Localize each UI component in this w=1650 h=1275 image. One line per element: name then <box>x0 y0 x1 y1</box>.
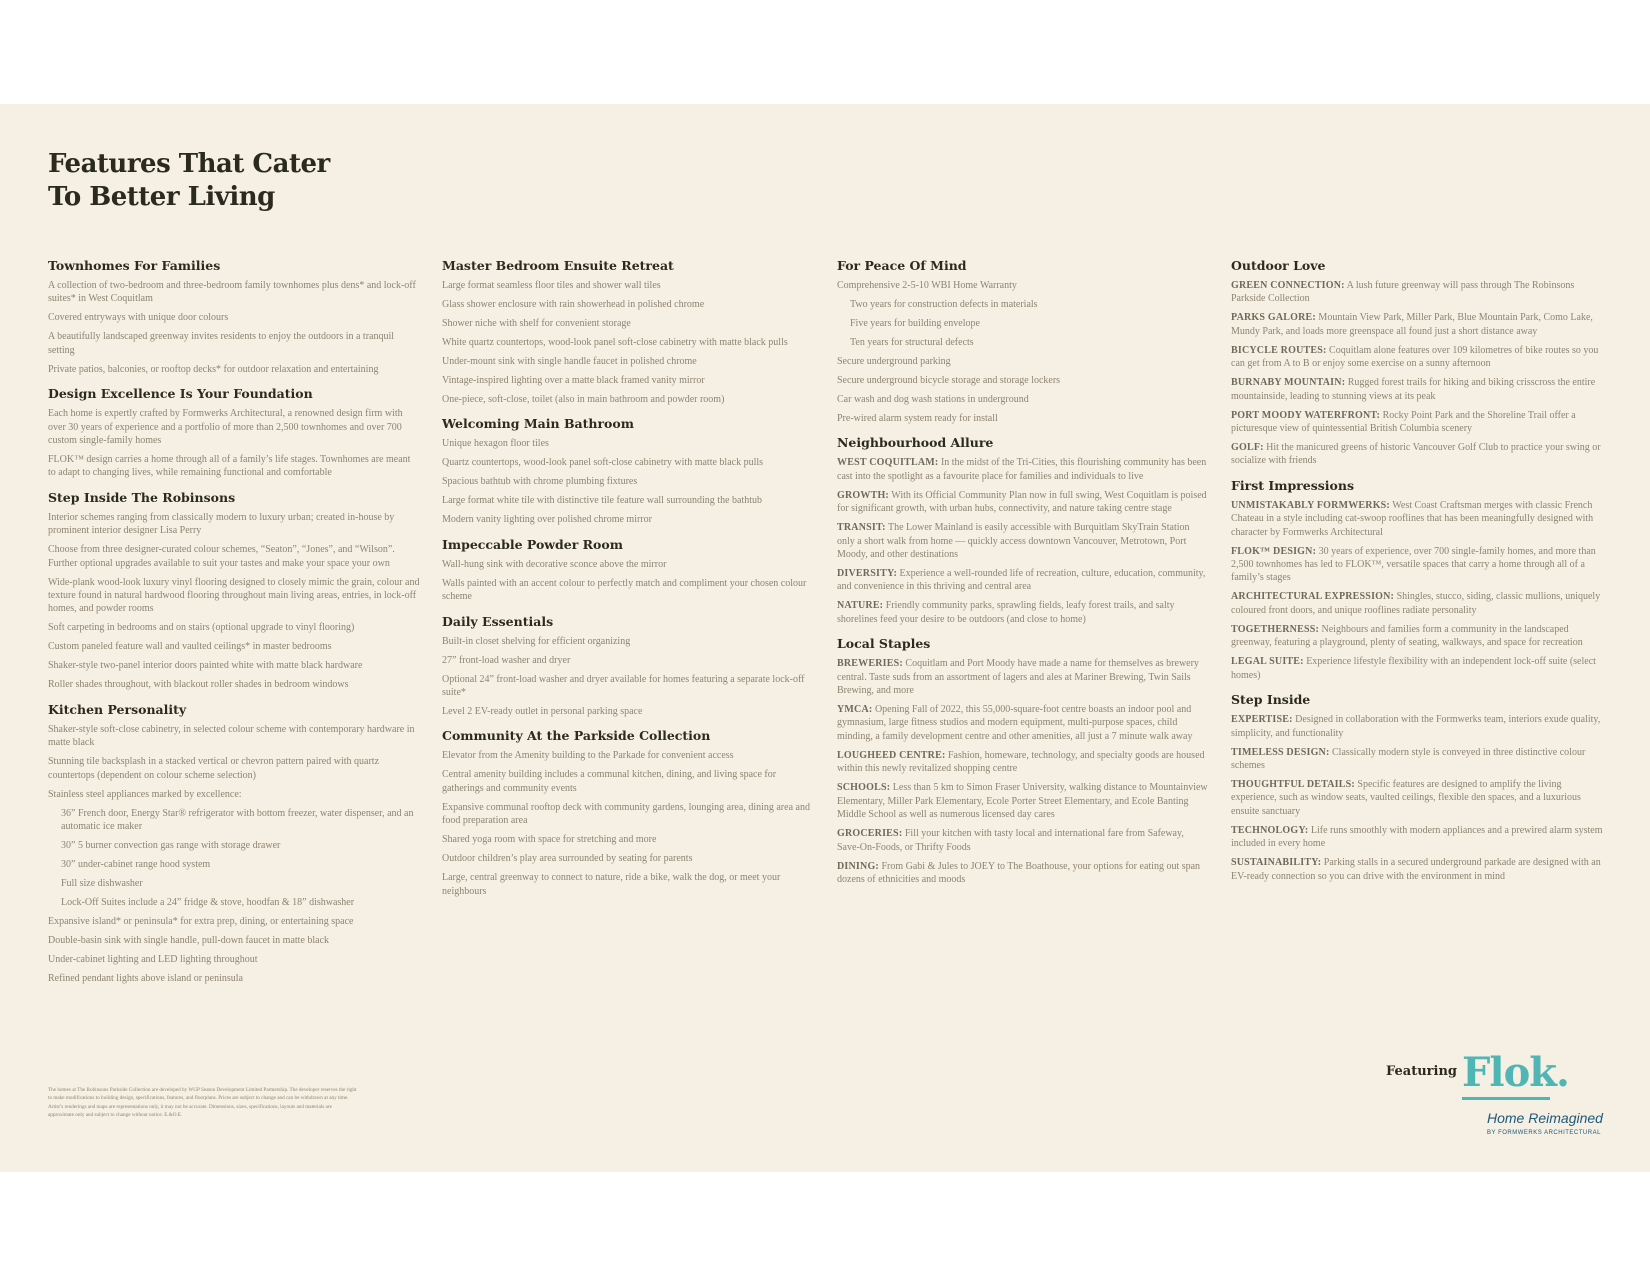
feature-item <box>442 298 814 311</box>
feature-item-text: 30” under-cabinet range hood system <box>61 859 211 871</box>
feature-item-text: Under-cabinet lighting and LED lighting throughout <box>48 954 258 966</box>
section-heading: Neighbourhood Allure <box>837 435 994 451</box>
feature-item <box>837 521 1209 561</box>
feature-item <box>837 703 1209 743</box>
feature-item <box>442 279 814 292</box>
feature-item-text: Shaker-style two-panel interior doors painted white with matte black hardware <box>48 660 363 672</box>
feature-item <box>1231 623 1605 650</box>
feature-item <box>48 363 420 376</box>
feature-item <box>48 640 420 653</box>
feature-section <box>1231 258 1605 468</box>
feature-item <box>48 755 420 782</box>
feature-item-text: Opening Fall of 2022, this 55,000-square-foot centre boasts an indoor pool and gymnasium, large fitness studios and modern equipment, multi-purpose spaces, child minding, a family development centre and other amenities, all just a 7 minute walk away <box>837 704 1193 742</box>
feature-item-text: Interior schemes ranging from classically modern to luxury urban; created in-house by prominent interior designer Lisa Perry <box>48 511 395 537</box>
feature-item-text: 30 years of experience, over 700 single-family homes, and more than 2,500 townhomes has led to FLOK™, versatile spaces that carry a home through all of a family’s stages <box>1231 545 1596 584</box>
feature-item-text: Stunning tile backsplash in a stacked vertical or chevron pattern paired with quartz countertops (dependent on colour scheme selection) <box>48 756 380 781</box>
feature-item-text: Five years for building envelope <box>850 318 980 329</box>
feature-item-text: Soft carpeting in bedrooms and on stairs (optional upgrade to vinyl flooring) <box>48 622 355 634</box>
section-heading: First Impressions <box>1231 477 1355 493</box>
feature-item <box>837 355 1209 368</box>
feature-item-text: Specific features are designed to amplify the living experience, such as window seats, vaulted ceilings, flexible den spaces, and a luxurious ensuite sanctuary <box>1231 778 1581 817</box>
feature-item <box>837 374 1209 387</box>
features-column-1 <box>48 258 420 996</box>
feature-item <box>837 412 1209 425</box>
feature-item-text: Modern vanity lighting over polished chrome mirror <box>442 514 652 526</box>
feature-item <box>442 705 814 718</box>
feature-section <box>48 490 420 692</box>
feature-item-text: Outdoor children’s play area surrounded by seating for parents <box>442 853 693 865</box>
feature-item <box>1231 545 1605 585</box>
feature-item-text: Comprehensive 2-5-10 WBI Home Warranty <box>837 280 1017 291</box>
feature-item <box>48 407 420 447</box>
feature-item-text: Friendly community parks, sprawling fields, leafy forest trails, and salty shorelines feed your desire to be outdoors (and close to home) <box>837 600 1175 625</box>
feature-item <box>48 972 420 985</box>
section-heading: For Peace Of Mind <box>837 258 967 273</box>
feature-item <box>442 317 814 330</box>
feature-item-text: Full size dishwasher <box>61 878 143 890</box>
feature-section <box>442 416 814 526</box>
feature-item-text: Central amenity building includes a communal kitchen, dining, and living space for gatherings and community events <box>442 769 777 794</box>
feature-item-lead: UNMISTAKABLY FORMWERKS: <box>1231 499 1390 511</box>
feature-item-lead: SUSTAINABILITY: <box>1231 857 1322 869</box>
feature-item <box>1231 713 1605 740</box>
feature-item-text: Covered entryways with unique door colours <box>48 312 229 324</box>
section-heading: Master Bedroom Ensuite Retreat <box>442 258 674 273</box>
section-heading: Step Inside <box>1231 692 1311 708</box>
feature-item <box>442 456 814 469</box>
feature-item-text: Large, central greenway to connect to nature, ride a bike, walk the dog, or meet your neighbours <box>442 872 781 897</box>
feature-item <box>1231 409 1605 436</box>
feature-item <box>48 311 420 324</box>
feature-item-text: Quartz countertops, wood-look panel soft-close cabinetry with matte black pulls <box>442 457 764 469</box>
feature-section <box>442 258 814 406</box>
feature-item <box>442 635 814 648</box>
flok-logo <box>1462 1051 1569 1095</box>
feature-item <box>1231 655 1605 682</box>
feature-item-text: Secure underground bicycle storage and storage lockers <box>837 375 1061 386</box>
feature-item-lead: TECHNOLOGY: <box>1231 824 1309 836</box>
feature-item-text: Classically modern style is conveyed in three distinctive colour schemes <box>1231 746 1586 771</box>
feature-item-lead: LOUGHEED CENTRE: <box>837 749 946 761</box>
feature-item-text: Pre-wired alarm system ready for install <box>837 413 998 424</box>
feature-item <box>442 355 814 368</box>
feature-item-text: Life runs smoothly with modern appliances and a prewired alarm system included in every home <box>1231 824 1603 850</box>
feature-item-text: The Lower Mainland is easily accessible with Burquitlam SkyTrain Station only a short walk from home — quickly access downtown Vancouver, Metrotown, Port Moody, and other destinations <box>837 522 1190 561</box>
feature-item <box>48 915 420 928</box>
feature-item-text: Refined pendant lights above island or peninsula <box>48 973 243 985</box>
feature-section <box>1231 692 1605 883</box>
feature-item-text: Secure underground parking <box>837 356 951 367</box>
feature-item-lead: GREEN CONNECTION: <box>1231 280 1345 291</box>
feature-item-lead: WEST COQUITLAM: <box>837 457 939 469</box>
flok-logo-wordmark: Flok <box>1462 1049 1556 1096</box>
feature-item <box>48 896 420 909</box>
feature-item-text: White quartz countertops, wood-look panel soft-close cabinetry with matte black pulls <box>442 337 788 348</box>
feature-item-text: Built-in closet shelving for efficient organizing <box>442 635 631 647</box>
feature-item <box>1231 441 1605 468</box>
feature-item <box>442 871 814 898</box>
feature-item <box>1231 376 1605 403</box>
feature-item <box>48 511 420 538</box>
section-heading: Daily Essentials <box>442 613 554 629</box>
feature-item-text: Expansive island* or peninsula* for extra prep, dining, or entertaining space <box>48 916 354 928</box>
feature-item-lead: BURNABY MOUNTAIN: <box>1231 377 1346 389</box>
feature-item-text: Experience lifestyle flexibility with an independent lock-off suite (select homes) <box>1231 656 1596 681</box>
feature-item <box>48 858 420 871</box>
feature-item-text: Fashion, homeware, technology, and specialty goods are housed within this newly revitalized shopping centre <box>837 749 1205 775</box>
feature-item <box>442 393 814 406</box>
feature-item-lead: EXPERTISE: <box>1231 714 1293 726</box>
feature-item-text: Unique hexagon floor tiles <box>442 438 549 450</box>
feature-item <box>48 877 420 890</box>
feature-section <box>442 728 814 898</box>
flok-logo-dot: . <box>1556 1049 1569 1096</box>
features-column-4 <box>1231 258 1605 893</box>
feature-item-text: Level 2 EV-ready outlet in personal parking space <box>442 706 643 718</box>
feature-item <box>837 860 1209 887</box>
feature-item <box>837 657 1209 697</box>
feature-item-text: Experience a well-rounded life of recreation, culture, education, community, and convenience in this thriving and central area <box>837 568 1206 593</box>
feature-section <box>837 636 1209 886</box>
feature-item-text: One-piece, soft-close, toilet (also in main bathroom and powder room) <box>442 394 725 405</box>
section-heading: Townhomes For Families <box>48 258 221 273</box>
feature-item-text: Two years for construction defects in materials <box>850 299 1038 310</box>
feature-item <box>442 577 814 604</box>
feature-item <box>442 336 814 349</box>
feature-item-text: Shared yoga room with space for stretching and more <box>442 834 657 846</box>
feature-item <box>442 513 814 526</box>
feature-item-text: Wide-plank wood-look luxury vinyl flooring designed to closely mimic the grain, colour and texture found in natural hardwood flooring throughout main living areas, entries, in lock-off homes, and powder rooms <box>48 576 420 615</box>
features-column-3 <box>837 258 1209 896</box>
section-heading: Impeccable Powder Room <box>442 536 623 552</box>
feature-item <box>837 599 1209 626</box>
features-column-2 <box>442 258 814 908</box>
feature-item <box>48 807 420 834</box>
feature-item <box>1231 499 1605 539</box>
feature-item <box>48 953 420 966</box>
feature-item-text: Car wash and dog wash stations in underground <box>837 394 1029 405</box>
feature-item <box>48 330 420 357</box>
feature-item-text: Lock-Off Suites include a 24” fridge & stove, hoodfan & 18” dishwasher <box>61 897 355 909</box>
feature-item <box>837 456 1209 483</box>
feature-item-text: Walls painted with an accent colour to perfectly match and compliment your chosen colour scheme <box>442 577 807 603</box>
feature-section <box>837 258 1209 425</box>
section-heading: Outdoor Love <box>1231 258 1326 273</box>
feature-item <box>837 317 1209 330</box>
feature-item-text: Coquitlam and Port Moody have made a name for themselves as brewery central. Taste suds from an assortment of lagers and ales at Mariner Brewing, Twin Sails Brewing, and more <box>837 658 1199 697</box>
feature-item <box>48 659 420 672</box>
feature-item <box>837 393 1209 406</box>
feature-item-lead: DIVERSITY: <box>837 568 897 580</box>
feature-item-text: Vintage-inspired lighting over a matte black framed vanity mirror <box>442 375 705 386</box>
feature-item <box>837 279 1209 292</box>
feature-section <box>1231 478 1605 682</box>
feature-item <box>442 494 814 507</box>
feature-item <box>442 654 814 667</box>
feature-item-lead: PORT MOODY WATERFRONT: <box>1231 409 1381 421</box>
feature-section <box>48 386 420 480</box>
brand-logo-block <box>1386 1049 1606 1136</box>
feature-item-text: Rocky Point Park and the Shoreline Trail offer a picturesque view of quintessential British Columbia scenery <box>1231 409 1576 435</box>
logo-underline <box>1462 1097 1550 1100</box>
feature-item-text: From Gabi & Jules to JOEY to The Boathouse, your options for eating out span dozens of ethnicities and moods <box>837 860 1201 885</box>
feature-item-text: Coquitlam alone features over 109 kilometres of bike routes so you can get from A to B or enjoy some exercise on a sunny afternoon <box>1231 344 1599 370</box>
section-heading: Kitchen Personality <box>48 701 187 717</box>
feature-item <box>48 788 420 801</box>
section-heading: Welcoming Main Bathroom <box>442 416 634 432</box>
feature-item-text: A beautifully landscaped greenway invites residents to enjoy the outdoors in a tranquil setting <box>48 331 395 356</box>
feature-item <box>1231 344 1605 371</box>
feature-item <box>837 567 1209 594</box>
feature-item-text: Private patios, balconies, or rooftop decks* for outdoor relaxation and entertaining <box>48 363 379 375</box>
feature-item <box>442 475 814 488</box>
feature-section <box>442 537 814 604</box>
feature-item-text: Ten years for structural defects <box>850 337 974 348</box>
feature-item <box>48 621 420 634</box>
feature-item-text: Parking stalls in a secured underground parkade are designed with an EV-ready connection so you can drive with the environment in mind <box>1231 857 1601 882</box>
feature-item <box>442 768 814 795</box>
feature-item-lead: TRANSIT: <box>837 522 886 534</box>
feature-item-lead: THOUGHTFUL DETAILS: <box>1231 778 1355 790</box>
feature-item-text: A lush future greenway will pass through The Robinsons Parkside Collection <box>1231 280 1575 305</box>
feature-item-text: Designed in collaboration with the Formwerks team, interiors exude quality, simplicity, and functionality <box>1231 714 1601 739</box>
feature-item-lead: LEGAL SUITE: <box>1231 656 1304 668</box>
feature-item <box>1231 279 1605 306</box>
feature-item-text: Glass shower enclosure with rain showerhead in polished chrome <box>442 299 705 310</box>
feature-item-text: 27” front-load washer and dryer <box>442 654 571 666</box>
feature-item-text: Elevator from the Amenity building to the Parkade for convenient access <box>442 750 734 762</box>
feature-item-lead: GROWTH: <box>837 489 889 501</box>
feature-item <box>442 852 814 865</box>
feature-item <box>837 489 1209 516</box>
feature-item-lead: DINING: <box>837 860 879 872</box>
brand-tagline: Home Reimagined <box>1487 1110 1603 1126</box>
feature-item-text: Spacious bathtub with chrome plumbing fixtures <box>442 476 638 488</box>
feature-item-text: Choose from three designer-curated colour schemes, “Seaton”, “Jones”, and “Wilson”. Further optional upgrades available to suit your tastes and make your space your own <box>48 544 395 569</box>
feature-item-text: Custom paneled feature wall and vaulted ceilings* in master bedrooms <box>48 641 332 653</box>
feature-item <box>1231 824 1605 851</box>
feature-item <box>837 336 1209 349</box>
feature-item-text: West Coast Craftsman merges with classic French Chateau in a style including cat-swoop rooflines that has been meaningfully designed with character by Formwerks Architectural <box>1231 499 1594 538</box>
feature-item-text: Expansive communal rooftop deck with community gardens, lounging area, dining area and food preparation area <box>442 801 810 827</box>
feature-item-text: Mountain View Park, Miller Park, Blue Mountain Park, Como Lake, Mundy Park, and loads more greenspace all found just a short distance away <box>1231 312 1593 337</box>
feature-item-text: Double-basin sink with single handle, pull-down faucet in matte black <box>48 935 330 947</box>
feature-item-lead: FLOK™ DESIGN: <box>1231 545 1317 557</box>
feature-item <box>48 723 420 750</box>
feature-item-text: Wall-hung sink with decorative sconce above the mirror <box>442 558 667 570</box>
feature-section <box>837 435 1209 626</box>
feature-section <box>48 258 420 376</box>
feature-item-text: 36” French door, Energy Star® refrigerator with bottom freezer, water dispenser, and an automatic ice maker <box>61 807 414 833</box>
brand-byline: BY FORMWERKS ARCHITECTURAL <box>1487 1130 1601 1136</box>
feature-item-text: Shaker-style soft-close cabinetry, in selected colour scheme with contemporary hardware in matte black <box>48 723 415 749</box>
feature-item <box>442 437 814 450</box>
feature-item-text: FLOK™ design carries a home through all of a family’s life stages. Townhomes are meant to adapt to changing lives, while remaining functional and comfortable <box>48 454 411 479</box>
feature-item <box>48 839 420 852</box>
section-heading: Community At the Parkside Collection <box>442 728 711 744</box>
feature-item-text: 30” 5 burner convection gas range with storage drawer <box>61 840 281 852</box>
feature-item <box>442 833 814 846</box>
feature-item-lead: GROCERIES: <box>837 828 903 840</box>
page-title <box>48 148 330 214</box>
feature-item <box>48 576 420 616</box>
feature-item <box>48 678 420 691</box>
feature-item-text: Rugged forest trails for hiking and biking crisscross the entire mountainside, leading to stunning views at its peak <box>1231 377 1596 402</box>
featuring-label: Featuring <box>1386 1064 1457 1079</box>
feature-item-text: Neighbours and families form a community in the landscaped greenway, featuring a playground, plenty of seating, walkways, and space for recreation <box>1231 623 1583 649</box>
feature-item-lead: TIMELESS DESIGN: <box>1231 746 1330 758</box>
feature-item-text: With its Official Community Plan now in full swing, West Coquitlam is poised for significant growth, with urban hubs, connectivity, and nature taking centre stage <box>837 489 1207 515</box>
feature-item-text: Roller shades throughout, with blackout roller shades in bedroom windows <box>48 679 349 691</box>
feature-item-text: Shingles, stucco, siding, classic mullions, uniquely coloured front doors, and unique rooflines radiate personality <box>1231 591 1601 616</box>
feature-item-lead: PARKS GALORE: <box>1231 312 1316 324</box>
feature-item <box>1231 590 1605 617</box>
feature-item-text: Optional 24” front-load washer and dryer available for homes featuring a separate lock-off suite* <box>442 673 805 699</box>
feature-item <box>442 801 814 828</box>
feature-item <box>442 558 814 571</box>
feature-item-lead: NATURE: <box>837 600 884 612</box>
legal-disclaimer: The homes at The Robinsons Parkside Collection are developed by WGP Seaton Development Limited Partnership. The developer reserves the right to make modifications to building design, specifications, features, and floorplans. Prices are subject to change and can be withdrawn at any time. Artist’s renderings and maps are representations only, it may not be accurate. Dimensions, sizes, specifications, layouts and materials are approximate only and subject to change without notice. E.&O.E. <box>48 1087 357 1119</box>
feature-section <box>442 614 814 719</box>
feature-item <box>48 453 420 480</box>
feature-item-text: Stainless steel appliances marked by excellence: <box>48 788 242 800</box>
section-heading: Step Inside The Robinsons <box>48 489 236 505</box>
feature-item-lead: BREWERIES: <box>837 658 903 670</box>
feature-item-lead: BICYCLE ROUTES: <box>1231 344 1327 356</box>
feature-item-text: Less than 5 km to Simon Fraser University, walking distance to Mountainview Elementary, Miller Park Elementary, Ecole Porter Street Elementary, and Ecole Banting Middle School as well as numerous licensed day cares <box>837 782 1208 821</box>
section-heading: Local Staples <box>837 636 931 652</box>
page-title-line-2: To Better Living <box>48 182 275 212</box>
feature-section <box>48 702 420 986</box>
feature-item <box>48 543 420 570</box>
feature-item <box>1231 311 1605 338</box>
feature-item-text: Each home is expertly crafted by Formwerks Architectural, a renowned design firm with over 30 years of experience and a portfolio of more than 2,500 townhomes and over 700 custom single-family homes <box>48 408 403 447</box>
feature-item-text: Hit the manicured greens of historic Vancouver Golf Club to practice your swing or socialize with friends <box>1231 442 1601 467</box>
feature-item-text: Under-mount sink with single handle faucet in polished chrome <box>442 356 697 367</box>
feature-item <box>48 279 420 306</box>
feature-item-text: Shower niche with shelf for convenient storage <box>442 318 631 329</box>
feature-item-lead: ARCHITECTURAL EXPRESSION: <box>1231 591 1395 603</box>
feature-item <box>837 749 1209 776</box>
feature-item-text: Large format seamless floor tiles and shower wall tiles <box>442 280 661 291</box>
feature-item <box>442 374 814 387</box>
feature-item-lead: YMCA: <box>837 704 873 716</box>
feature-item-lead: SCHOOLS: <box>837 782 891 794</box>
feature-item-text: Large format white tile with distinctive tile feature wall surrounding the bathtub <box>442 495 763 507</box>
page-title-line-1: Features That Cater <box>48 149 330 179</box>
feature-item <box>837 298 1209 311</box>
feature-item <box>48 934 420 947</box>
feature-item <box>1231 778 1605 818</box>
feature-item-text: Fill your kitchen with tasty local and international fare from Safeway, Save-On-Foods, or Thrifty Foods <box>837 828 1184 853</box>
feature-item-lead: TOGETHERNESS: <box>1231 623 1320 635</box>
feature-item-text: A collection of two-bedroom and three-bedroom family townhomes plus dens* and lock-off suites* in West Coquitlam <box>48 280 416 305</box>
feature-item <box>442 749 814 762</box>
feature-item-text: In the midst of the Tri-Cities, this flourishing community has been cast into the spotlight as a favourite place for families and individuals to live <box>837 457 1207 482</box>
feature-item <box>1231 856 1605 883</box>
feature-item <box>1231 746 1605 773</box>
feature-item <box>442 673 814 700</box>
feature-item <box>837 781 1209 821</box>
feature-item <box>837 827 1209 854</box>
section-heading: Design Excellence Is Your Foundation <box>48 386 313 402</box>
feature-item-lead: GOLF: <box>1231 442 1264 454</box>
